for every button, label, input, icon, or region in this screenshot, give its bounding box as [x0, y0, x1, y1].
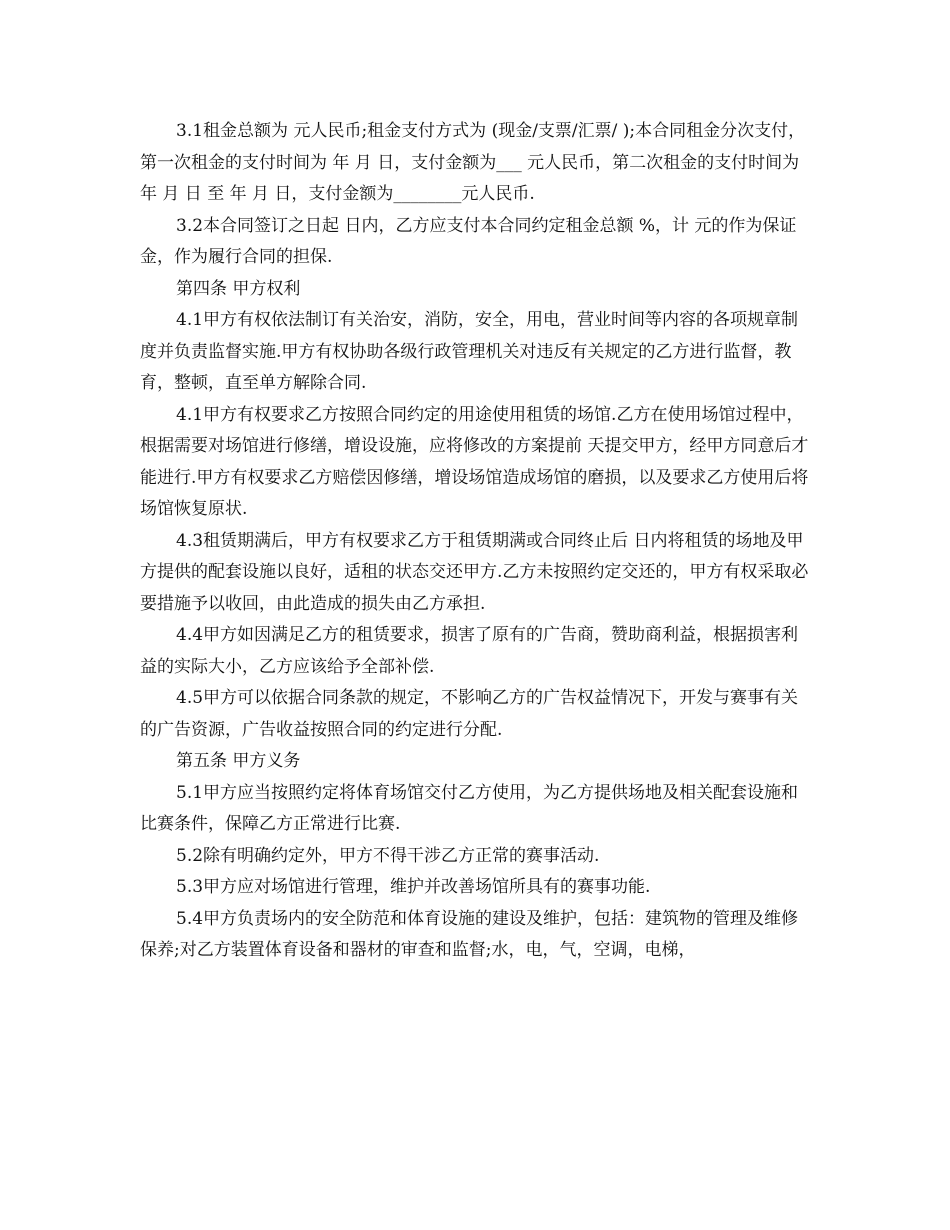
clause-4-1a: 4.1甲方有权依法制订有关治安，消防，安全，用电，营业时间等内容的各项规章制度并负责监督实施.甲方有权协助各级行政管理机关对违反有关规定的乙方进行监督，教育，整顿，直至单方解除合同.: [140, 310, 799, 393]
clause-3-1: 3.1租金总额为 元人民币;租金支付方式为 (现金/支票/汇票/ );本合同租金分次支付，第一次租金的支付时间为 年 月 日，支付金额为___ 元人民币，第二次租金的支付时间为 年 月 日 至 年 月 日，支付金额为________元人民币.: [140, 121, 806, 204]
article-4-heading: 第四条 甲方权利: [176, 278, 301, 299]
clause-5-1: 5.1甲方应当按照约定将体育场馆交付乙方使用，为乙方提供场地及相关配套设施和比赛条件，保障乙方正常进行比赛.: [140, 782, 799, 834]
clause-4-4: 4.4甲方如因满足乙方的租赁要求，损害了原有的广告商，赞助商利益，根据损害利益的实际大小，乙方应该给予全部补偿.: [140, 625, 799, 677]
clause-4-3: 4.3租赁期满后，甲方有权要求乙方于租赁期满或合同终止后 日内将租赁的场地及甲方提供的配套设施以良好，适租的状态交还甲方.乙方未按照约定交还的，甲方有权采取必要措施予以收回，由此造成的损失由乙方承担.: [140, 530, 809, 614]
clause-4-1b: 4.1甲方有权要求乙方按照合同约定的用途使用租赁的场馆.乙方在使用场馆过程中，根据需要对场馆进行修缮，增设设施，应将修改的方案提前 天提交甲方，经甲方同意后才能进行.甲方有权要求乙方赔偿因修缮，增设场馆造成场馆的磨损，以及要求乙方使用后将场馆恢复原状.: [140, 404, 809, 519]
clause-5-2: 5.2除有明确约定外，甲方不得干涉乙方正常的赛事活动.: [176, 845, 600, 866]
clause-3-2: 3.2本合同签订之日起 日内，乙方应支付本合同约定租金总额 %，计 元的作为保证金，作为履行合同的担保.: [140, 215, 797, 267]
document-page: [140, 116, 813, 967]
article-5-heading: 第五条 甲方义务: [176, 751, 301, 771]
clause-5-4: 5.4甲方负责场内的安全防范和体育设施的建设及维护，包括：建筑物的管理及维修保养;对乙方装置体育设备和器材的审查和监督;水，电，气，空调，电梯，: [140, 908, 799, 960]
clause-4-5: 4.5甲方可以依据合同条款的规定，不影响乙方的广告权益情况下，开发与赛事有关的广告资源，广告收益按照合同的约定进行分配.: [140, 688, 799, 740]
clause-5-3: 5.3甲方应对场馆进行管理，维护并改善场馆所具有的赛事功能.: [176, 877, 651, 897]
